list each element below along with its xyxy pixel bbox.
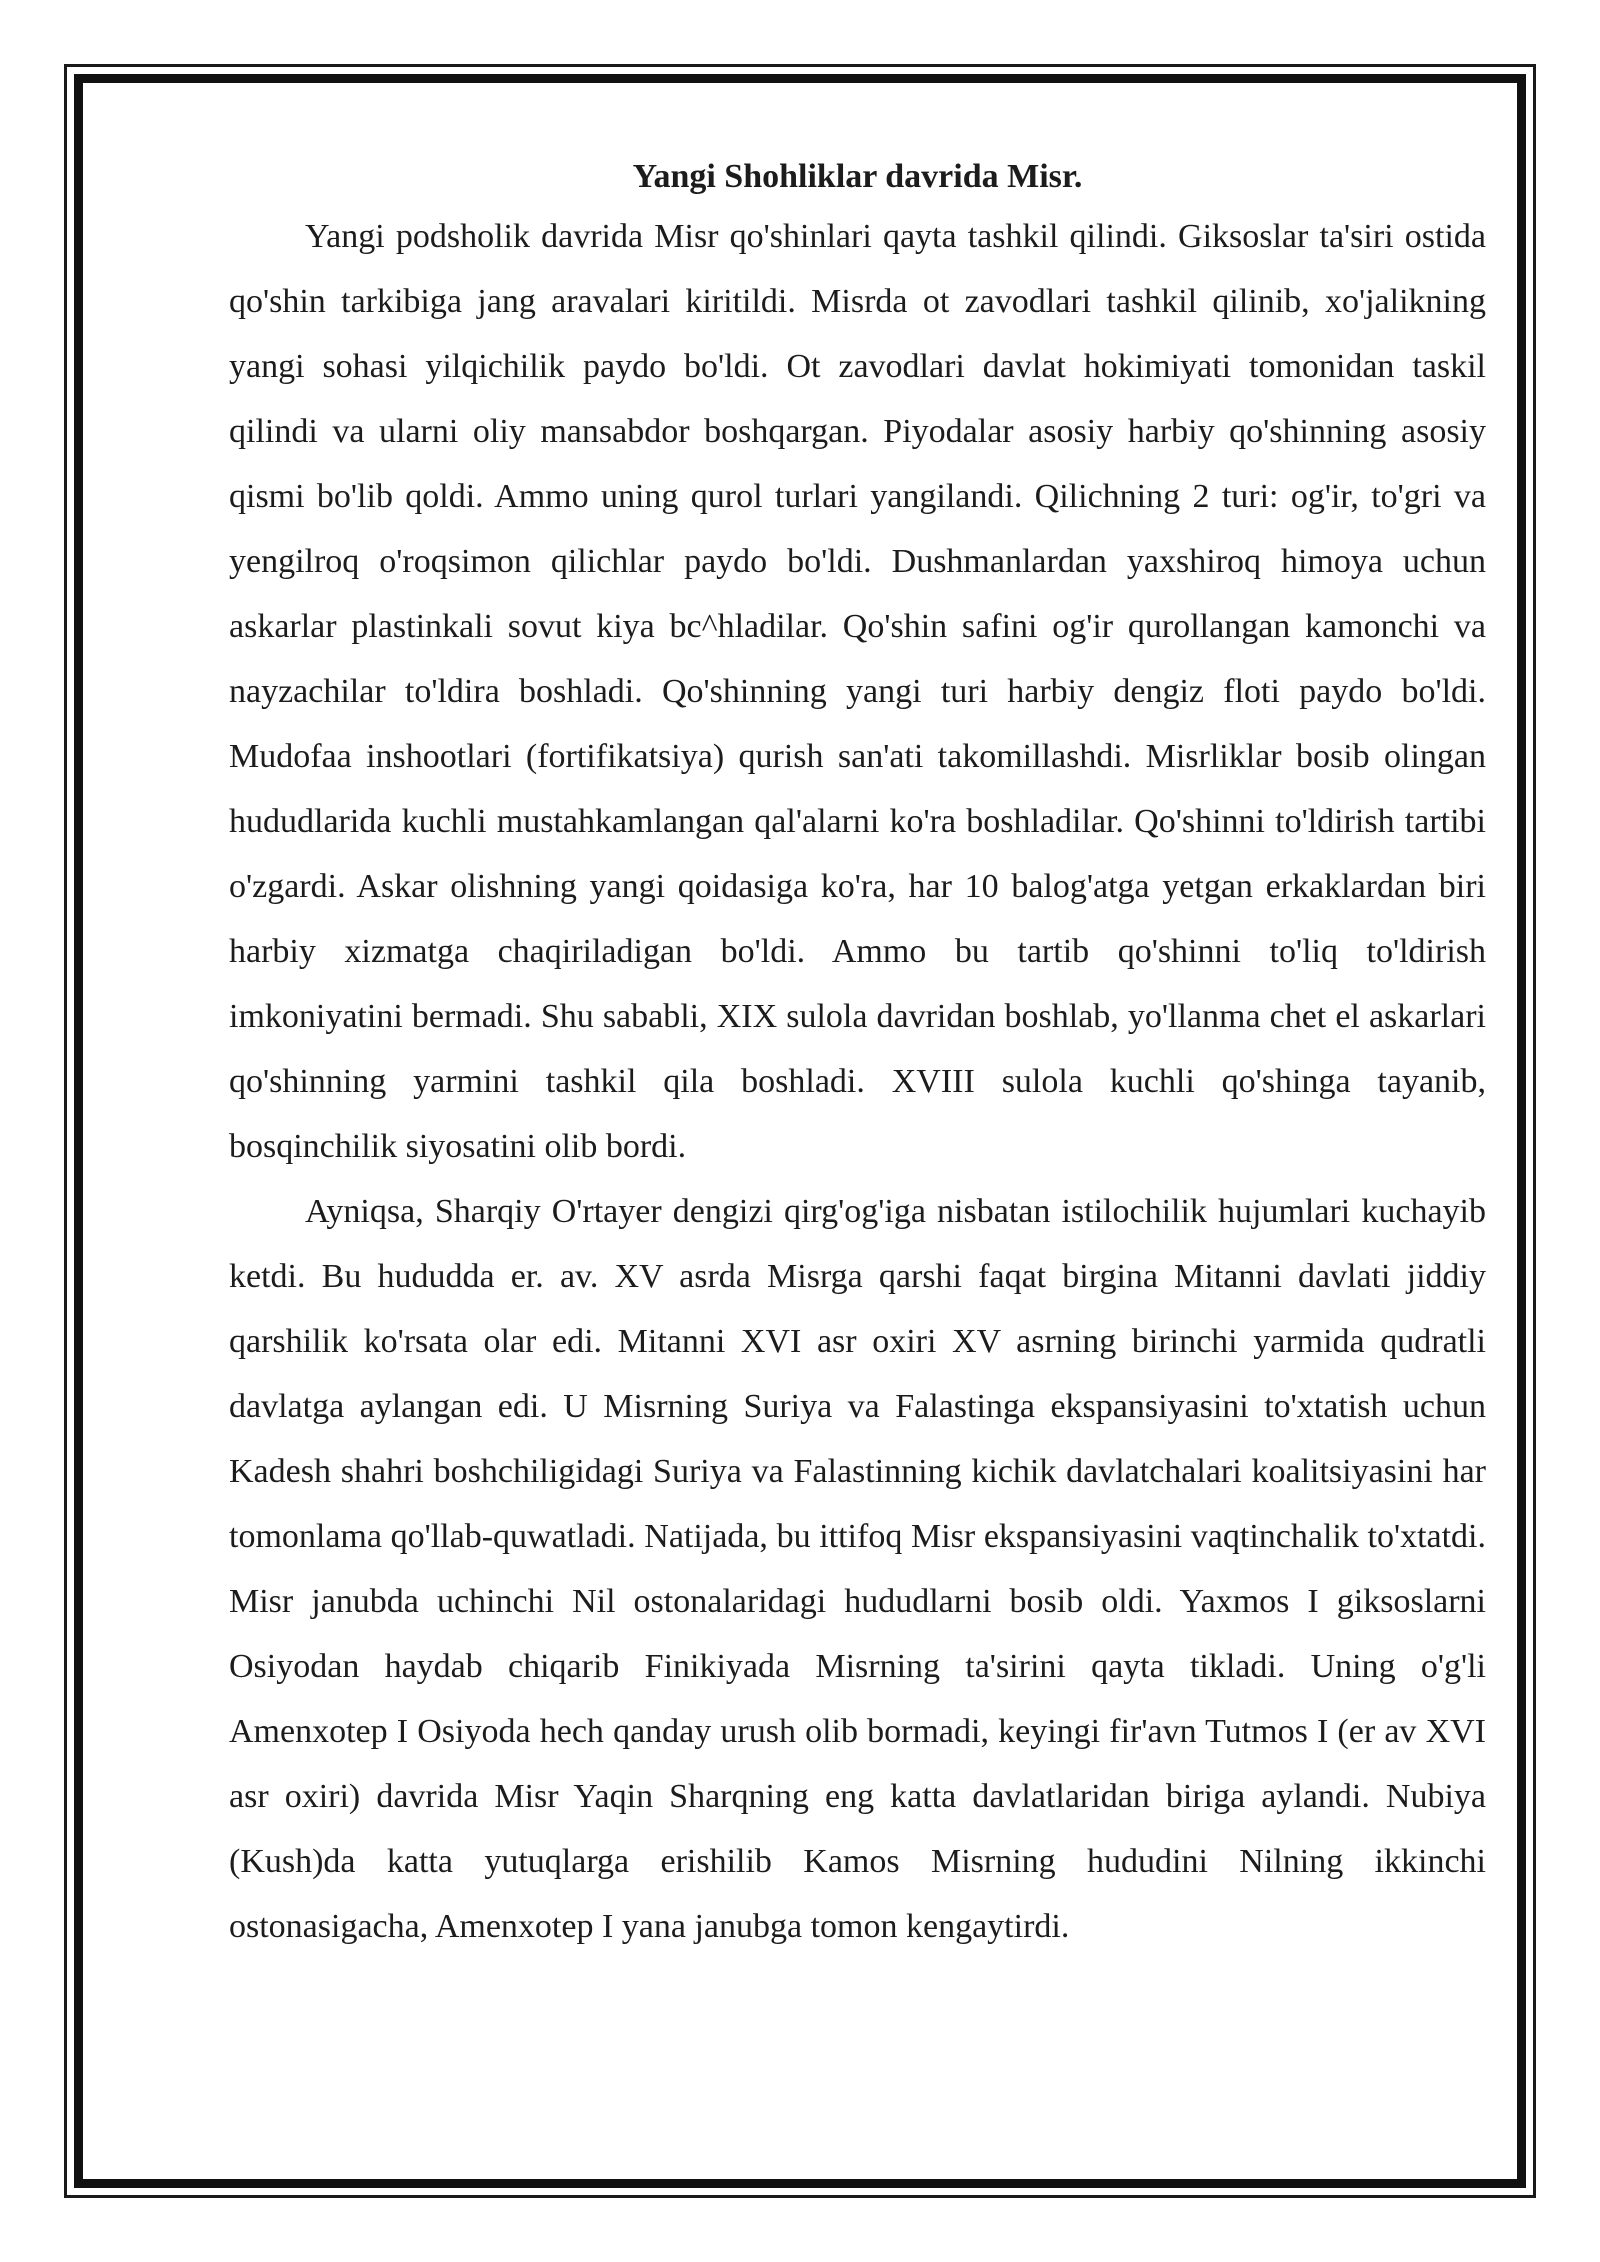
document-title: Yangi Shohliklar davrida Misr. [632, 158, 1083, 195]
document-body [229, 150, 1486, 1959]
paragraph-2: Ayniqsa, Sharqiy O'rtayer dengizi qirg'og'iga nisbatan istilochilik hujumlari kuchayib ketdi. Bu hududda er. av. XV asrda Misrga qarshi faqat birgina Mitanni davlati jiddiy qarshilik ko'rsata olar edi. Mitanni XVI asr oxiri XV asrning birinchi yarmida qudratli davlatga aylangan edi. U Misrning Suriya va Falastinga ekspansiyasini to'xtatish uchun Kadesh shahri boshchiligidagi Suriya va Falastinning kichik davlatchalari koalitsiyasini har tomonlama qo'llab-quwatladi. Natijada, bu ittifoq Misr ekspansiyasini vaqtinchalik to'xtatdi. Misr janubda uchinchi Nil ostonalaridagi hududlarni bosib oldi. Yaxmos I giksoslarni Osiyodan haydab chiqarib Finikiyada Misrning ta'sirini qayta tikladi. Uning o'g'li Amenxotep I Osiyoda hech qanday urush olib bormadi, keyingi fir'avn Tutmos I (er av XVI asr oxiri) davrida Misr Yaqin Sharqning eng katta davlatlaridan biriga aylandi. Nubiya (Kush)da katta yutuqlarga erishilib Kamos Misrning hududini Nilning ikkinchi ostonasigacha, Amenxotep I yana janubga tomon kengaytirdi. [229, 1193, 1486, 1945]
paragraph-1: Yangi podsholik davrida Misr qo'shinlari qayta tashkil qilindi. Giksoslar ta'siri ostida qo'shin tarkibiga jang aravalari kiritildi. Misrda ot zavodlari tashkil qilinib, xo'jalikning yangi sohasi yilqichilik paydo bo'ldi. Ot zavodlari davlat hokimiyati tomonidan taskil qilindi va ularni oliy mansabdor boshqargan. Piyodalar asosiy harbiy qo'shinning asosiy qismi bo'lib qoldi. Ammo uning qurol turlari yangilandi. Qilichning 2 turi: og'ir, to'gri va yengilroq o'roqsimon qilichlar paydo bo'ldi. Dushmanlardan yaxshiroq himoya uchun askarlar plastinkali sovut kiya bc^hladilar. Qo'shin safini og'ir qurollangan kamonchi va nayzachilar to'ldira boshladi. Qo'shinning yangi turi harbiy dengiz floti paydo bo'ldi. Mudofaa inshootlari (fortifikatsiya) qurish san'ati takomillashdi. Misrliklar bosib olingan hududlarida kuchli mustahkamlangan qal'alarni ko'ra boshladilar. Qo'shinni to'ldirish tartibi o'zgardi. Askar olishning yangi qoidasiga ko'ra, har 10 balog'atga yetgan erkaklardan biri harbiy xizmatga chaqiriladigan bo'ldi. Ammo bu tartib qo'shinni to'liq to'ldirish imkoniyatini bermadi. Shu sababli, XIX sulola davridan boshlab, yo'llanma chet el askarlari qo'shinning yarmini tashkil qila boshladi. XVIII sulola kuchli qo'shinga tayanib, bosqinchilik siyosatini olib bordi. [229, 218, 1486, 1165]
